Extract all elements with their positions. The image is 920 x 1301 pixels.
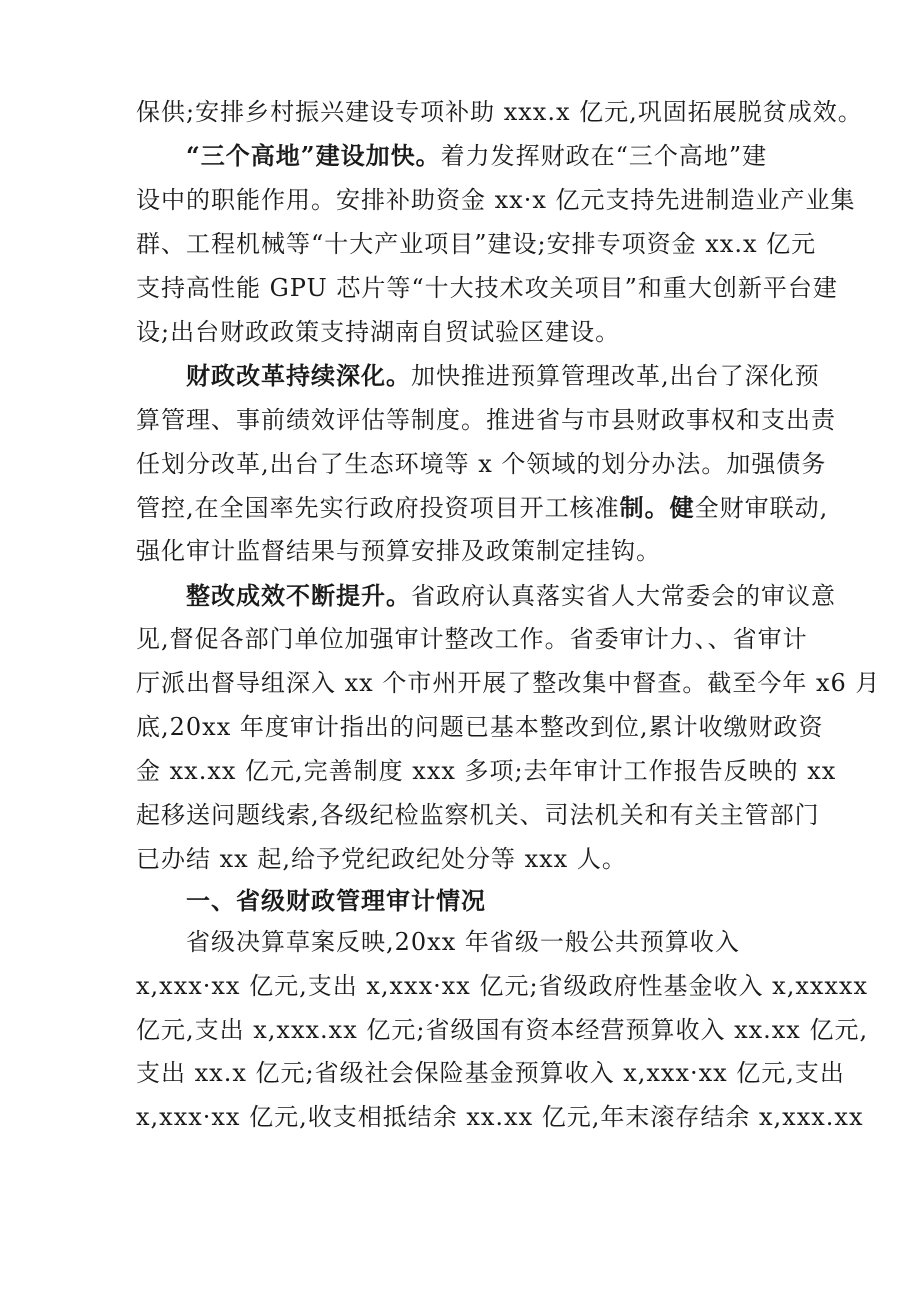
text-segment: x,xxx·xx 亿元,收支相抵结余 xx.xx 亿元,年末滚存结余 x,xxx.xx [136, 1103, 864, 1131]
paragraph-line [136, 228, 920, 260]
paragraph-line [136, 535, 920, 567]
paragraph-line [136, 799, 920, 831]
paragraph-line [136, 316, 920, 348]
paragraph-line [136, 970, 920, 1002]
text-segment: 算管理、事前绩效评估等制度。推进省与市县财政事权和支出责 [136, 406, 836, 434]
text-segment: 金 xx.xx 亿元,完善制度 xxx 多项;去年审计工作报告反映的 xx [136, 757, 837, 785]
text-segment: 底,20xx 年度审计指出的问题已基本整改到位,累计收缴财政资 [136, 713, 824, 741]
text-segment: 着力发挥财政在“三个高地”建 [440, 142, 768, 170]
text-segment: 支出 xx.x 亿元;省级社会保险基金预算收入 x,xxx·xx 亿元,支出 [136, 1059, 845, 1087]
text-segment: 强化审计监督结果与预算安排及政策制定挂钩。 [136, 537, 661, 565]
text-segment: 见,督促各部门单位加强审计整改工作。省委审计力、、省审计 [136, 625, 808, 653]
text-segment: 加快推进预算管理改革,出台了深化预 [411, 362, 820, 390]
paragraph-line [186, 926, 920, 958]
paragraph-line [136, 755, 920, 787]
text-segment: x,xxx·xx 亿元,支出 x,xxx·xx 亿元;省级政府性基金收入 x,xxxxx [136, 972, 869, 1000]
paragraph-line [136, 184, 920, 216]
paragraph-line [136, 667, 920, 699]
heading-rectification-line [186, 580, 920, 612]
text-segment: 群、工程机械等“十大产业项目”建设;安排专项资金 xx.x 亿元 [136, 230, 817, 258]
heading-fiscal-reform-line [186, 360, 920, 392]
paragraph-line [136, 492, 920, 524]
paragraph-line [136, 448, 920, 480]
paragraph-line [136, 711, 920, 743]
text-segment: 全财审联动, [694, 494, 829, 522]
section-heading-provincial-audit [186, 885, 920, 917]
text-segment: 厅派出督导组深入 xx 个市州开展了整改集中督查。截至今年 x6 月 [136, 669, 881, 697]
paragraph-line [136, 843, 920, 875]
text-segment: 设;出台财政政策支持湖南自贸试验区建设。 [136, 318, 621, 346]
text-segment: 已办结 xx 起,给予党纪政纪处分等 xxx 人。 [136, 845, 627, 873]
text-segment: 设中的职能作用。安排补助资金 xx·x 亿元支持先进制造业产业集 [136, 186, 856, 214]
paragraph-line [136, 96, 920, 128]
text-segment: 省政府认真落实省人大常委会的审议意 [411, 582, 836, 610]
paragraph-line [136, 1057, 920, 1089]
paragraph-line [136, 404, 920, 436]
paragraph-line [136, 1101, 920, 1133]
text-segment: 管控,在全国率先实行政府投资项目开工核准 [136, 494, 620, 522]
text-segment: 起移送问题线索,各级纪检监察机关、司法机关和有关主管部门 [136, 801, 820, 829]
bold-text-segment: 一、省级财政管理审计情况 [186, 886, 486, 915]
heading-three-highlands-line [186, 140, 920, 172]
text-segment: 亿元,支出 x,xxx.xx 亿元;省级国有资本经营预算收入 xx.xx 亿元, [136, 1016, 869, 1044]
text-segment: 支持高性能 GPU 芯片等“十大技术攻关项目”和重大创新平台建 [136, 274, 838, 302]
paragraph-line [136, 1014, 920, 1046]
paragraph-line [136, 272, 920, 304]
text-segment: 省级决算草案反映,20xx 年省级一般公共预算收入 [186, 928, 740, 956]
bold-text-segment: 制。健 [619, 493, 695, 522]
paragraph-line [136, 623, 920, 655]
bold-text-segment: 财政改革持续深化。 [186, 361, 411, 390]
bold-text-segment: 整改成效不断提升。 [186, 581, 411, 610]
bold-text-segment: “三个高地”建设加快。 [186, 141, 441, 170]
text-segment: 任划分改革,出台了生态环境等 x 个领域的划分办法。加强债务 [136, 450, 827, 478]
text-segment: 保供;安排乡村振兴建设专项补助 xxx.x 亿元,巩固拓展脱贫成效。 [136, 98, 863, 126]
